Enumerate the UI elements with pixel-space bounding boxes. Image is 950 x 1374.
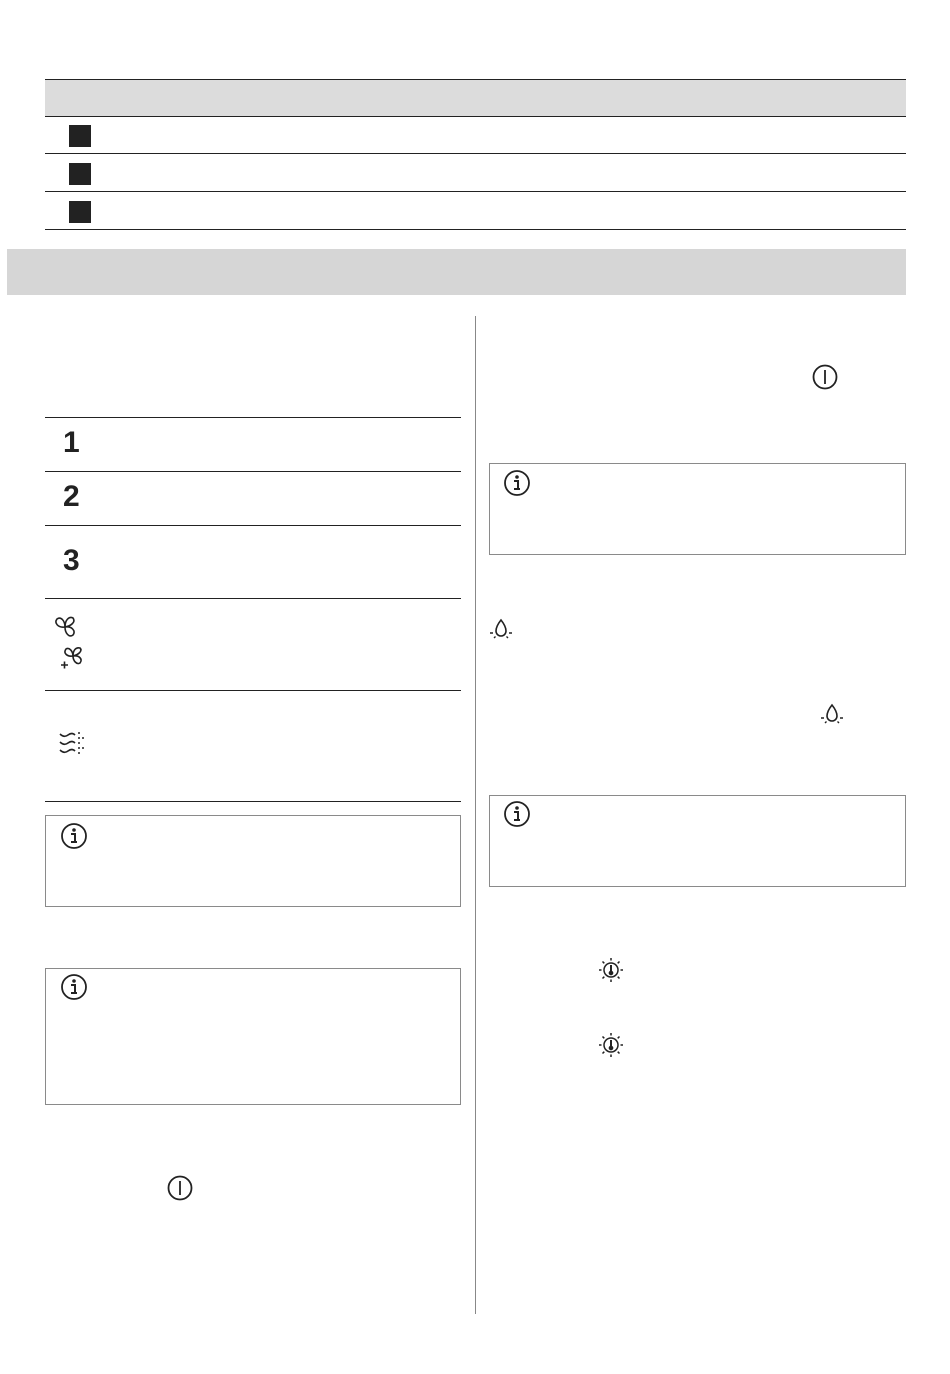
power-icon [166,1174,194,1202]
info-box [489,463,906,555]
table-row [45,154,906,192]
section-banner [7,249,906,295]
info-box [45,815,461,907]
black-square-icon [69,163,91,185]
table-header [45,79,906,117]
step-number: 2 [63,480,80,513]
light-bulb-icon [488,616,514,642]
thermometer-light-icon [597,1031,625,1059]
light-bulb-icon [819,701,845,727]
divider [45,471,461,472]
info-box [489,795,906,887]
step-number: 3 [63,544,80,577]
black-square-icon [69,201,91,223]
info-icon [60,822,88,850]
thermometer-light-icon [597,956,625,984]
table-row [45,116,906,154]
column-divider [475,316,476,1314]
divider [45,598,461,599]
info-icon [503,800,531,828]
info-box [45,968,461,1105]
divider [45,417,461,418]
fan-icon [52,614,78,640]
table-row [45,192,906,230]
info-icon [503,469,531,497]
divider [45,690,461,691]
divider [45,801,461,802]
steam-waves-icon [58,730,86,758]
step-number: 1 [63,426,80,459]
info-icon [60,973,88,1001]
black-square-icon [69,125,91,147]
divider [45,525,461,526]
power-icon [811,363,839,391]
fan-plus-icon [58,645,86,671]
